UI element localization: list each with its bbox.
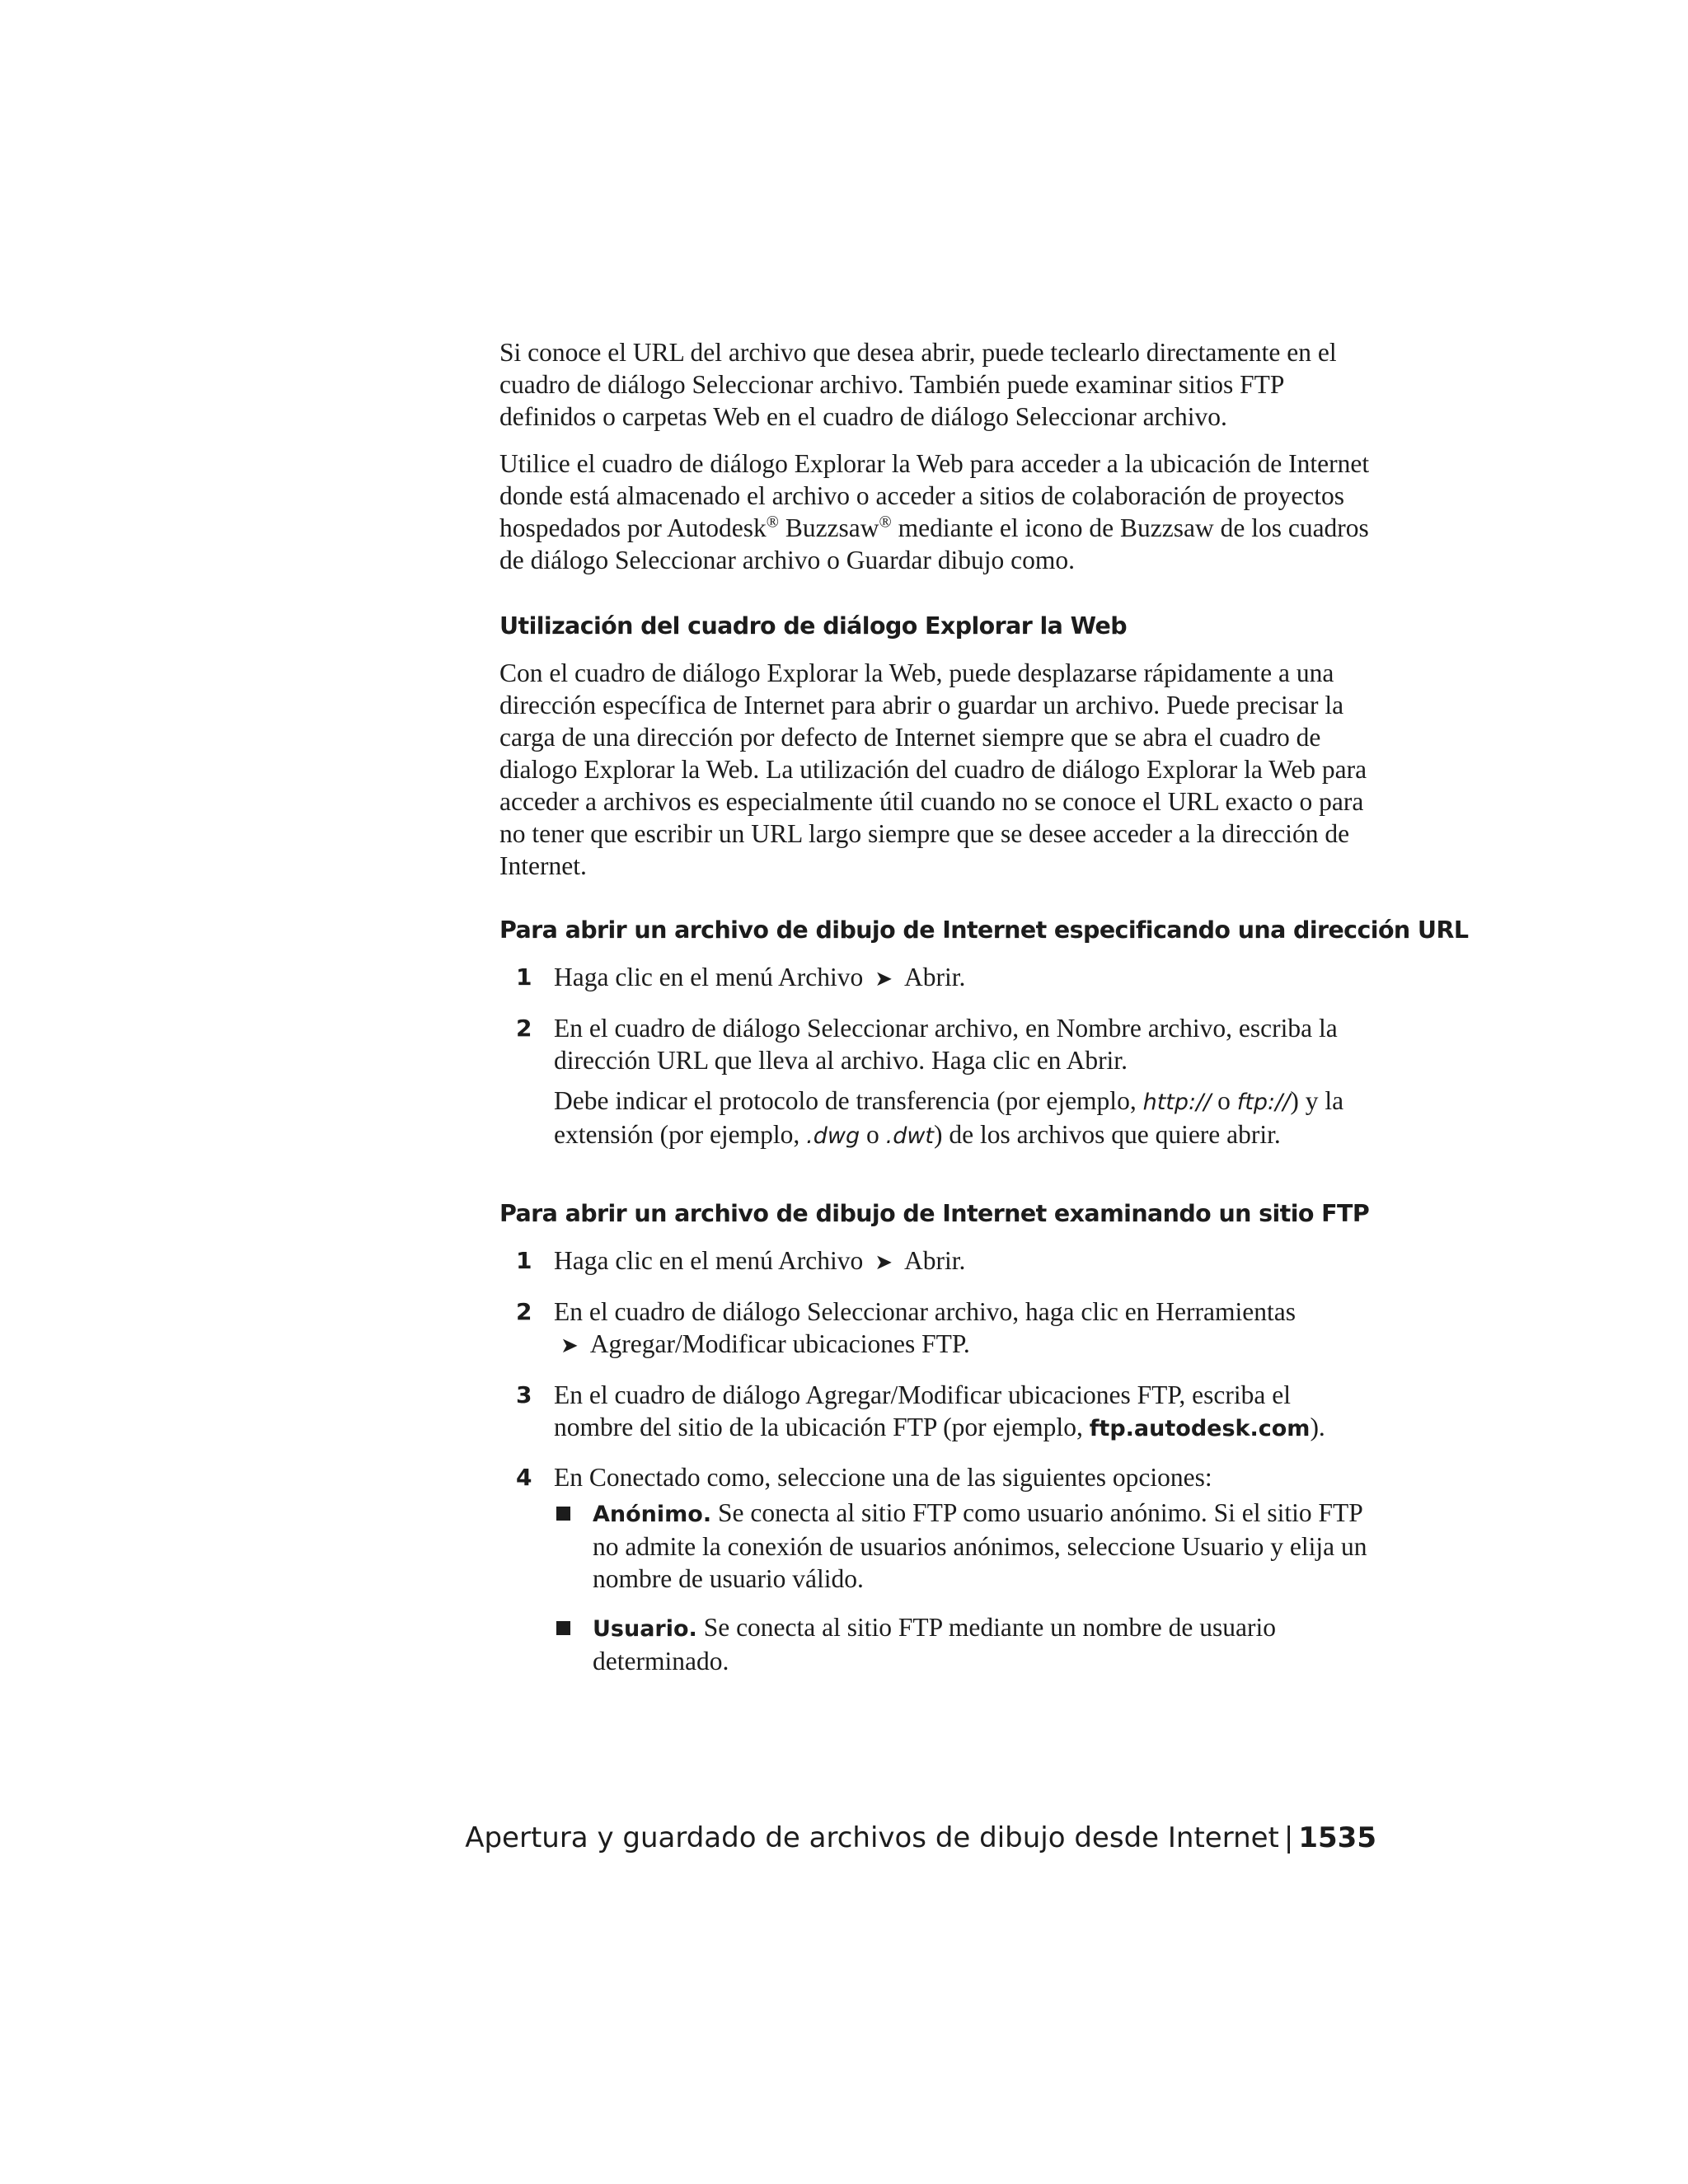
intro-paragraph-2: [499, 448, 1376, 576]
square-bullet-icon: [556, 1507, 570, 1521]
procedure-1-step-2: [499, 1012, 1376, 1152]
menu-arrow-icon: ➤: [874, 967, 893, 991]
procedure-1-heading: Para abrir un archivo de dibujo de Internet especificando una dirección URL: [499, 916, 1469, 944]
intro-paragraph-2-part-b: Buzzsaw: [778, 513, 879, 542]
note-text: ) de los archivos que quiere abrir.: [934, 1120, 1281, 1149]
step-number: 2: [516, 1298, 532, 1325]
procedure-2-step-1: [499, 1244, 1376, 1279]
step-text-part: En el cuadro de diálogo Agregar/Modificar ubicaciones FTP, escriba el nombre del sitio de la ubicación FTP (por ejemplo,: [554, 1380, 1291, 1441]
option-description: Se conecta al sitio FTP mediante un nombre de usuario determinado.: [593, 1613, 1276, 1675]
note-text: o: [1211, 1086, 1237, 1115]
option-description: Se conecta al sitio FTP como usuario anónimo. Si el sitio FTP no admite la conexión de usuarios anónimos, seleccione Usuario y elija un nombre de usuario válido.: [593, 1498, 1367, 1593]
page-footer: [465, 1820, 1376, 1856]
step-text: Abrir.: [904, 1246, 966, 1275]
connection-options: [554, 1497, 1376, 1677]
step-number: 2: [516, 1015, 532, 1042]
option-term: Usuario.: [593, 1616, 697, 1642]
chapter-title: Apertura y guardado de archivos de dibujo desde Internet: [465, 1821, 1279, 1854]
section-heading: Utilización del cuadro de diálogo Explorar la Web: [499, 612, 1127, 640]
procedure-2-step-3: [499, 1379, 1376, 1445]
step-text: [554, 1296, 1376, 1362]
menu-arrow-icon: ➤: [874, 1250, 893, 1275]
step-text: Haga clic en el menú Archivo: [554, 1246, 864, 1275]
square-bullet-icon: [556, 1621, 570, 1635]
step-text: [554, 1379, 1376, 1445]
step-text: En el cuadro de diálogo Seleccionar archivo, en Nombre archivo, escriba la dirección URL que lleva al archivo. Haga clic en Abrir.: [554, 1014, 1338, 1075]
intro-paragraph-2-part-c: mediante el icono de Buzzsaw de los cuadros de diálogo Seleccionar archivo o Guardar dibujo como.: [499, 513, 1369, 574]
procedure-2-step-4: [499, 1461, 1376, 1677]
intro-paragraph-2-part-a: Utilice el cuadro de diálogo Explorar la Web para acceder a la ubicación de Internet donde está almacenado el archivo o acceder a sitios de colaboración de proyectos hospedados por Autodesk: [499, 449, 1370, 542]
step-number: 1: [516, 963, 532, 991]
step-text-part: En el cuadro de diálogo Seleccionar archivo, haga clic en Herramientas: [554, 1297, 1296, 1326]
note-text: Debe indicar el protocolo de transferencia (por ejemplo,: [554, 1086, 1143, 1115]
extension-dwt: .dwt: [885, 1123, 935, 1149]
procedure-2-heading: Para abrir un archivo de dibujo de Internet examinando un sitio FTP: [499, 1200, 1370, 1227]
page-number: 1535: [1298, 1821, 1376, 1854]
registered-mark: ®: [879, 513, 892, 532]
ftp-example: ftp.autodesk.com: [1089, 1416, 1311, 1441]
protocol-ftp: ftp://: [1236, 1090, 1291, 1115]
option-user: [554, 1611, 1376, 1677]
note-text: o: [860, 1120, 886, 1149]
page-content: [499, 336, 1469, 1694]
procedure-1-step-1: [499, 961, 1376, 996]
step-text-part: Agregar/Modificar ubicaciones FTP.: [589, 1329, 970, 1358]
option-term: Anónimo.: [593, 1502, 712, 1527]
step-number: 1: [516, 1247, 532, 1274]
footer-separator: |: [1283, 1821, 1294, 1854]
step-text: Haga clic en el menú Archivo: [554, 963, 864, 991]
step-text-part: ).: [1310, 1413, 1325, 1441]
intro-paragraph-1: Si conoce el URL del archivo que desea abrir, puede teclearlo directamente en el cuadro de diálogo Seleccionar archivo. También puede examinar sitios FTP definidos o carpetas Web en el cuadro de diálogo Seleccionar archivo.: [499, 338, 1337, 431]
step-number: 3: [516, 1381, 532, 1408]
procedure-1-steps: [499, 961, 1376, 1152]
extension-dwg: .dwg: [806, 1123, 860, 1149]
note-text: ) y la extensión (por ejemplo,: [554, 1086, 1344, 1149]
menu-arrow-icon: ➤: [560, 1333, 579, 1358]
option-anonymous: [554, 1497, 1376, 1595]
step-text: En Conectado como, seleccione una de las siguientes opciones:: [554, 1463, 1212, 1492]
procedure-2-steps: [499, 1244, 1376, 1677]
registered-mark: ®: [766, 513, 779, 532]
step-text: Abrir.: [904, 963, 966, 991]
protocol-http: http://: [1142, 1090, 1212, 1115]
step-number: 4: [516, 1464, 532, 1491]
procedure-2-step-2: [499, 1296, 1376, 1362]
section-body: Con el cuadro de diálogo Explorar la Web, puede desplazarse rápidamente a una dirección específica de Internet para abrir o guardar un archivo. Puede precisar la carga de una dirección por defecto de Internet siempre que se abra el cuadro de dialogo Explorar la Web. La utilización del cuadro de diálogo Explorar la Web para acceder a archivos es especialmente útil cuando no se conoce el URL exacto o para no tener que escribir un URL largo siempre que se desee acceder a la dirección de Internet.: [499, 658, 1367, 880]
step-note: [554, 1085, 1376, 1152]
